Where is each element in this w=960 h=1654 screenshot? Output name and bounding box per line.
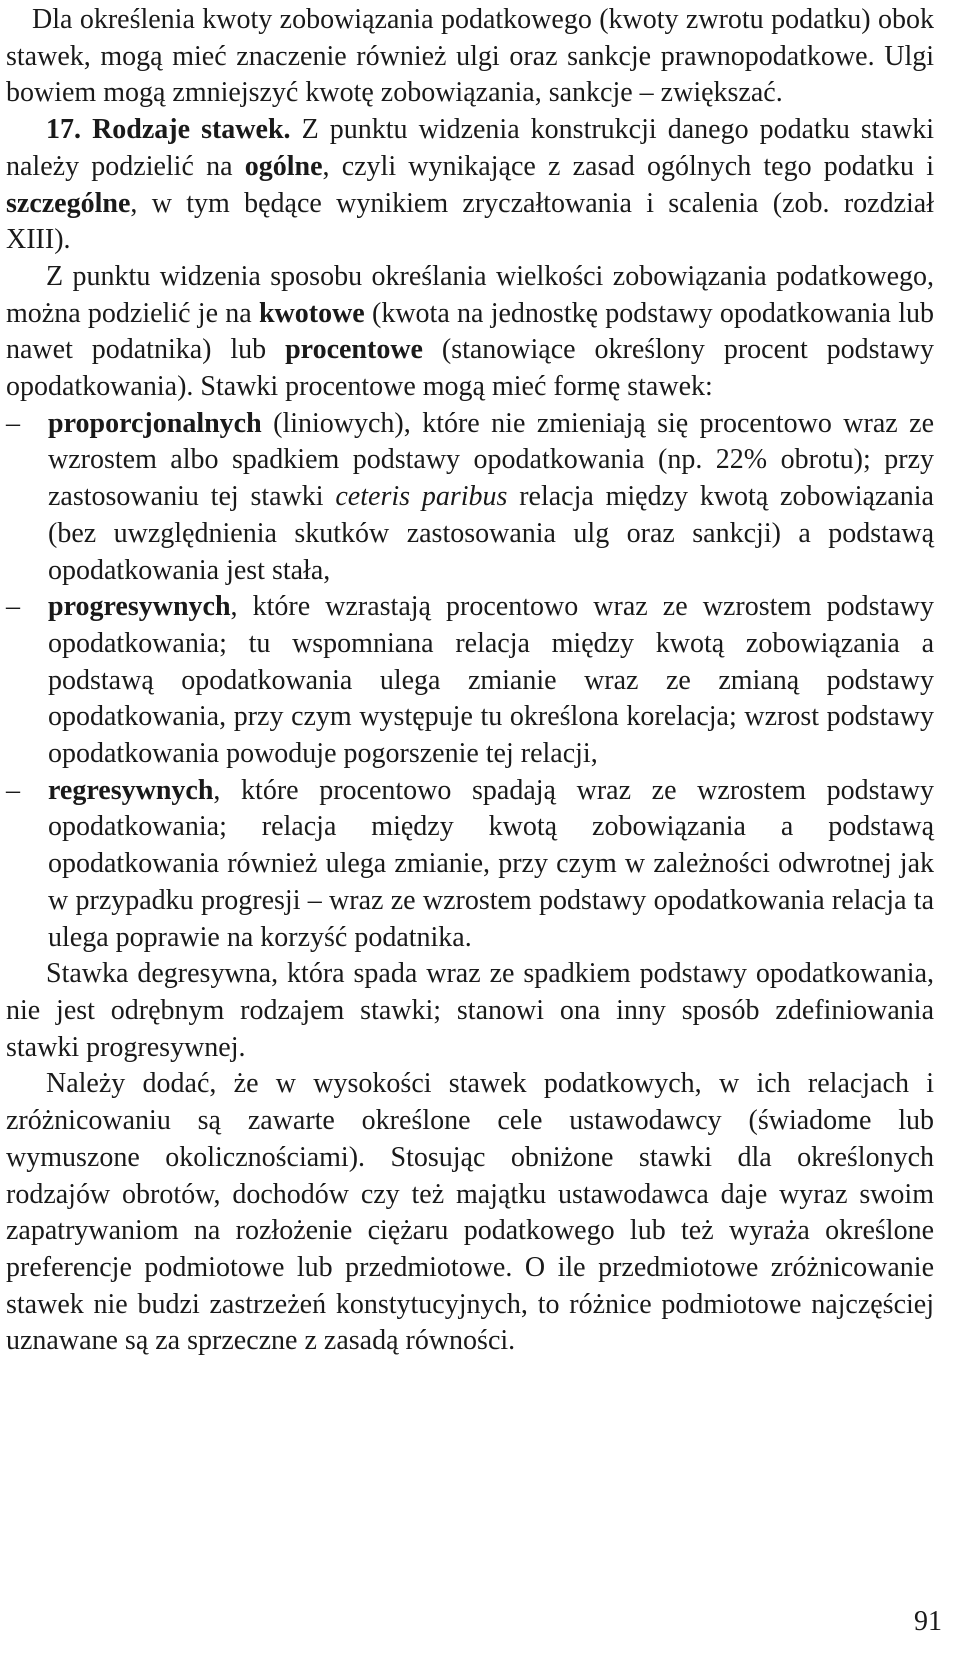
paragraph-degressive-text: Stawka degresywna, która spada wraz ze spadkiem podstawy opodatkowania, nie jest odrębnym rodzajem stawki; stanowi ona inny sposób zdefiniowania stawki progresywnej. [6, 958, 934, 1063]
paragraph-legislator-goals-text: Należy dodać, że w wysokości stawek podatkowych, w ich relacjach i zróżnicowaniu są zawarte określone cele ustawodawcy (świadome lub wymuszone okolicznościami). Stosując obniżone stawki dla określonych rodzajów obrotów, dochodów czy też majątku ustawodawca daje wyraz swoim zapatrywaniom na rozłożenie ciężaru podatkowego lub też wyraża określone preferencje podmiotowe lub przedmiotowe. O ile przedmiotowe zróżnicowanie stawek nie budzi zastrzeżeń konstytucyjnych, to różnice podmiotowe najczęściej uznawane są za sprzeczne z zasadą równości. [6, 1068, 934, 1357]
intro-paragraph [6, 2, 934, 112]
section-p1-text-a: Z punktu widzenia konstrukcji danego podatku stawki należy podzielić na [6, 114, 934, 182]
term-proporcjonalnych: proporcjonalnych [48, 407, 262, 439]
section-p2-text-c: (stanowiące określony procent podstawy opodatkowania). Stawki procentowe mogą mieć formę stawek: [6, 334, 935, 403]
term-procentowe: procentowe [285, 334, 423, 366]
term-regresywnych: regresywnych [48, 774, 214, 806]
list-dash: – [6, 407, 20, 439]
latin-phrase: ceteris paribus [335, 481, 508, 513]
paragraph-degressive [6, 956, 934, 1066]
intro-text: Dla określenia kwoty zobowiązania podatkowego (kwoty zwrotu podatku) obok stawek, mogą mieć znaczenie również ulgi oraz sankcje prawnopodatkowe. Ulgi bowiem mogą zmniejszyć kwotę zobowiązania, sankcje – zwiększać. [6, 4, 934, 109]
list-dash: – [6, 591, 20, 623]
rate-text-a: , które wzrastają procentowo wraz ze wzrostem podstawy opodatkowania; tu wspomniana relacja między kwotą zobowiązania a podstawą opodatkowania ulega zmianie wraz ze zmianą podstawy opodatkowania, przy czym występuje tu określona korelacja; wzrost podstawy opodatkowania powoduje pogorszenie tej relacji, [48, 591, 934, 770]
rate-types-list [6, 406, 934, 957]
section-p2-text-b: (kwota na jednostkę podstawy opodatkowania lub nawet podatnika) lub [6, 297, 935, 366]
section-paragraph-2 [6, 259, 934, 406]
rate-text-a: (liniowych), które nie zmieniają się procentowo wraz ze wzrostem albo spadkiem podstawy opodatkowania (np. 22% obrotu); przy zastosowaniu tej stawki [48, 407, 934, 513]
section-p1-text-b: , czyli wynikające z zasad ogólnych tego podatku i [322, 150, 934, 182]
term-ogolne: ogólne [244, 150, 323, 182]
list-item [6, 589, 934, 773]
term-progresywnych: progresywnych [48, 591, 231, 623]
rate-text-b: relacja między kwotą zobowiązania (bez uwzględnienia skutków zastosowania ulg oraz sankcji) a podstawą opodatkowania jest stała, [48, 481, 934, 586]
section-paragraph-1 [6, 112, 934, 259]
page-number: 91 [914, 1606, 942, 1637]
document-page [6, 0, 934, 1360]
list-item [6, 406, 934, 590]
rate-text-a: , które procentowo spadają wraz ze wzrostem podstawy opodatkowania; relacja między kwotą zobowiązania a podstawą opodatkowania również ulega zmianie, przy czym w zależności odwrotnej jak w przypadku progresji – wraz ze wzrostem podstawy opodatkowania relacja ta ulega poprawie na korzyść podatnika. [48, 774, 934, 953]
section-title: Rodzaje stawek. [92, 114, 291, 146]
paragraph-legislator-goals [6, 1066, 934, 1360]
term-szczegolne: szczególne [6, 187, 131, 219]
term-kwotowe: kwotowe [258, 297, 365, 329]
list-item [6, 773, 934, 957]
list-dash: – [6, 774, 20, 806]
section-number: 17. [46, 114, 81, 146]
section-p1-text-c: , w tym będące wynikiem zryczałtowania i scalenia (zob. rozdział XIII). [6, 187, 934, 256]
section-p2-text-a: Z punktu widzenia sposobu określania wielkości zobowiązania podatkowego, można podzielić je na [6, 260, 934, 329]
